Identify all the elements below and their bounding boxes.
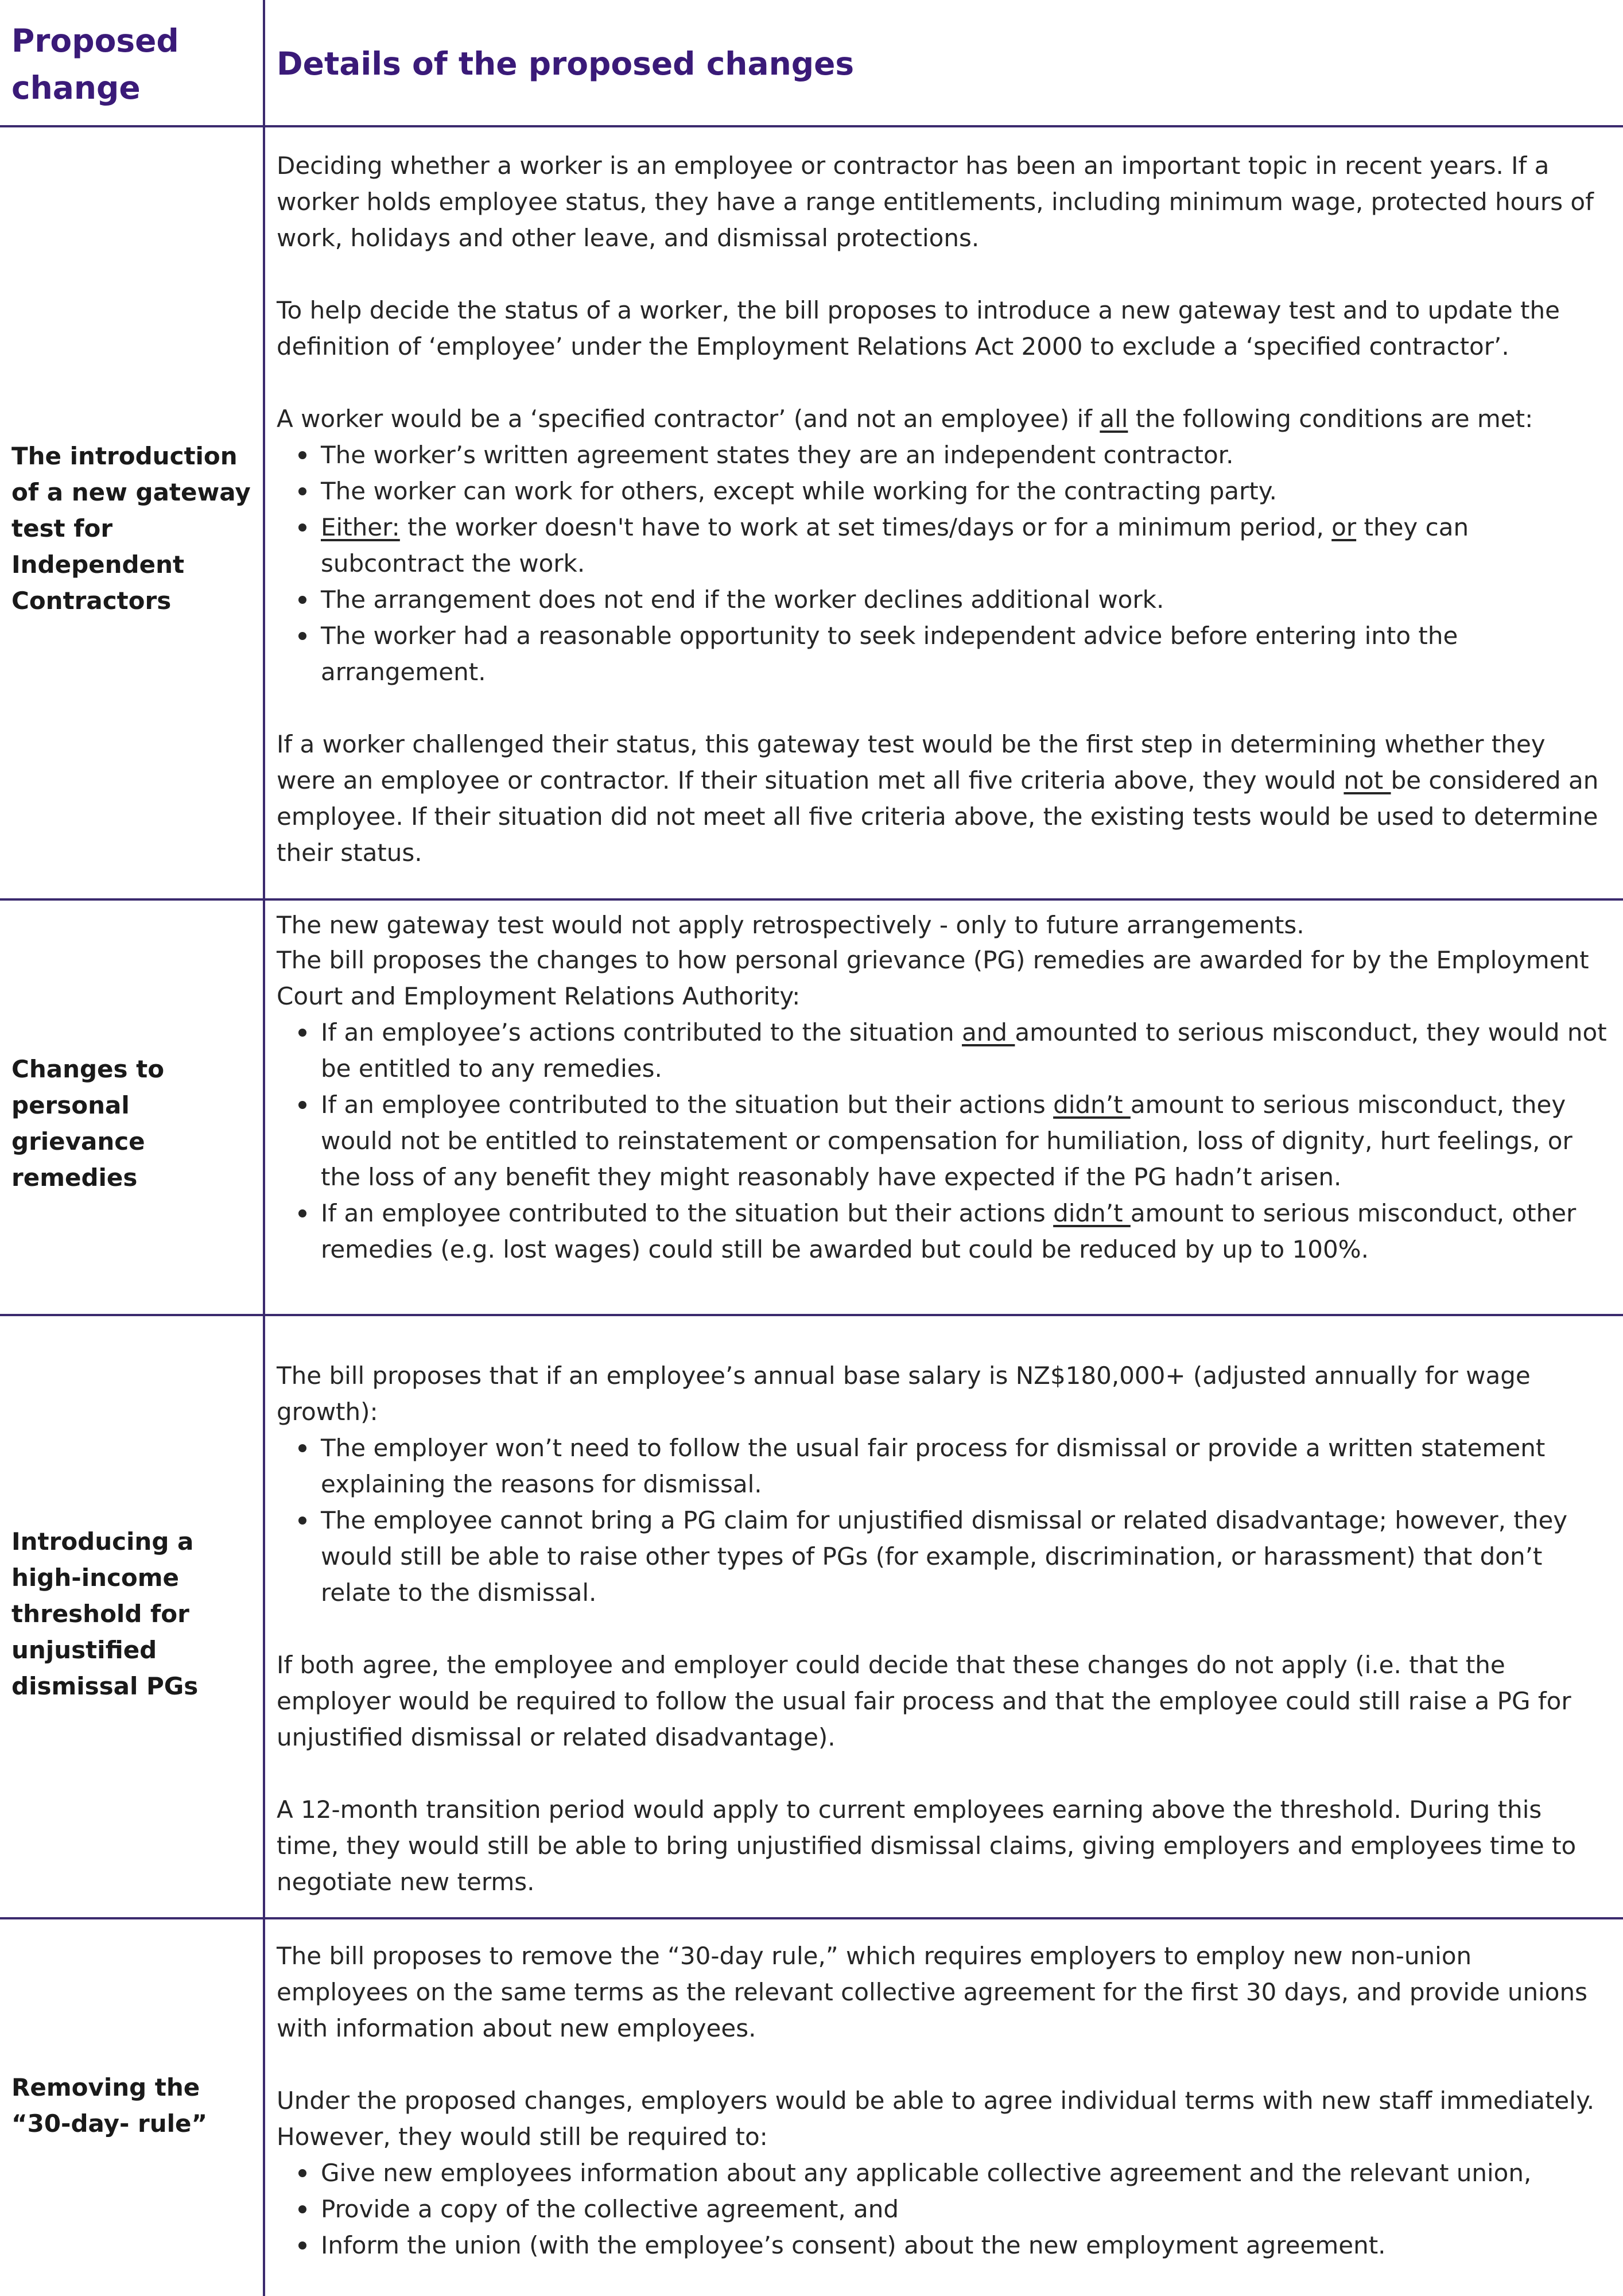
paragraph: The bill proposes the changes to how personal grievance (PG) remedies are awarded for by the Employment Court and Employment Relations Authority: — [277, 946, 1589, 1010]
list-item: The arrangement does not end if the worker declines additional work. — [277, 581, 1608, 618]
paragraph: Deciding whether a worker is an employee or contractor has been an important topic in recent years. If a worker holds employee status, they have a range entitlements, including minimum wage, protected hours of work, holidays and other leave, and dismissal protections. — [277, 152, 1594, 252]
list-item: The worker can work for others, except while working for the contracting party. — [277, 473, 1608, 509]
paragraph: A 12-month transition period would apply to current employees earning above the threshold. During this time, they would still be able to bring unjustified dismissal claims, giving employers and employees time to negotiate new terms. — [277, 1795, 1577, 1896]
threshold-list — [277, 1430, 1608, 1611]
paragraph: A worker would be a ‘specified contractor’ (and not an employee) if all the following conditions are met: — [277, 405, 1533, 433]
list-item: The worker had a reasonable opportunity to seek independent advice before entering into the arrangement. — [277, 618, 1608, 690]
list-item: Inform the union (with the employee’s consent) about the new employment agreement. — [277, 2227, 1608, 2263]
list-item: Either: the worker doesn't have to work at set times/days or for a minimum period, or they can subcontract the work. — [277, 509, 1608, 581]
list-item: Provide a copy of the collective agreement, and — [277, 2191, 1608, 2227]
requirements-list — [277, 2155, 1608, 2263]
row-divider — [0, 1314, 1623, 1316]
list-item: If an employee’s actions contributed to the situation and amounted to serious misconduct, they would not be entitled to any remedies. — [277, 1014, 1608, 1087]
row-details-pg-remedies — [277, 942, 1608, 1267]
list-item: The employee cannot bring a PG claim for unjustified dismissal or related disadvantage; however, they would still be able to raise other types of PGs (for example, discrimination, or harassment) that don’t relate to the dismissal. — [277, 1502, 1608, 1611]
remedies-list — [277, 1014, 1608, 1267]
column-divider — [263, 0, 265, 2296]
row-divider — [0, 1917, 1623, 1919]
paragraph: The bill proposes that if an employee’s annual base salary is NZ$180,000+ (adjusted annually for wage growth): — [277, 1362, 1531, 1426]
list-item: The worker’s written agreement states they are an independent contractor. — [277, 437, 1608, 473]
row-label-gateway-test: The introduction of a new gateway test for Independent Contractors — [11, 442, 251, 615]
paragraph: The new gateway test would not apply retrospectively - only to future arrangements. — [277, 911, 1304, 939]
paragraph: If both agree, the employee and employer could decide that these changes do not apply (i.e. that the employer would be required to follow the usual fair process and that the employee could still raise a PG for unjustified dismissal or related disadvantage). — [277, 1651, 1571, 1751]
header-details: Details of the proposed changes — [277, 45, 855, 82]
row-label-30-day-rule: Removing the “30-day- rule” — [11, 2073, 208, 2138]
paragraph: The bill proposes to remove the “30-day rule,” which requires employers to employ new non-union employees on the same terms as the relevant collective agreement for the first 30 days, and provide unions with information about new employees. — [277, 1942, 1587, 2042]
row-divider — [0, 125, 1623, 127]
header-proposed-change: Proposed change — [11, 22, 179, 106]
list-item: If an employee contributed to the situation but their actions didn’t amount to serious misconduct, other remedies (e.g. lost wages) could still be awarded but could be reduced by up to 100%. — [277, 1195, 1608, 1267]
list-item: If an employee contributed to the situation but their actions didn’t amount to serious misconduct, they would not be entitled to reinstatement or compensation for humiliation, loss of dignity, hurt feelings, or the loss of any benefit they might reasonably have expected if the PG hadn’t arisen. — [277, 1087, 1608, 1195]
row-label-high-income-threshold: Introducing a high-income threshold for unjustified dismissal PGs — [11, 1527, 199, 1700]
paragraph: Under the proposed changes, employers would be able to agree individual terms with new staff immediately. However, they would still be required to: — [277, 2086, 1595, 2151]
row-details-gateway-test — [277, 148, 1608, 943]
paragraph: To help decide the status of a worker, the bill proposes to introduce a new gateway test and to update the definition of ‘employee’ under the Employment Relations Act 2000 to exclude a ‘specified contractor’. — [277, 296, 1560, 360]
list-item: Give new employees information about any applicable collective agreement and the relevant union, — [277, 2155, 1608, 2191]
row-details-high-income-threshold — [277, 1358, 1608, 1900]
row-details-30-day-rule — [277, 1938, 1608, 2263]
list-item: The employer won’t need to follow the usual fair process for dismissal or provide a written statement explaining the reasons for dismissal. — [277, 1430, 1608, 1502]
conditions-list — [277, 437, 1608, 690]
paragraph: If a worker challenged their status, this gateway test would be the first step in determining whether they were an employee or contractor. If their situation met all five criteria above, they would not be considered an employee. If their situation did not meet all five criteria above, the existing tests would be used to determine their status. — [277, 730, 1599, 867]
row-label-pg-remedies: Changes to personal grievance remedies — [11, 1055, 165, 1192]
